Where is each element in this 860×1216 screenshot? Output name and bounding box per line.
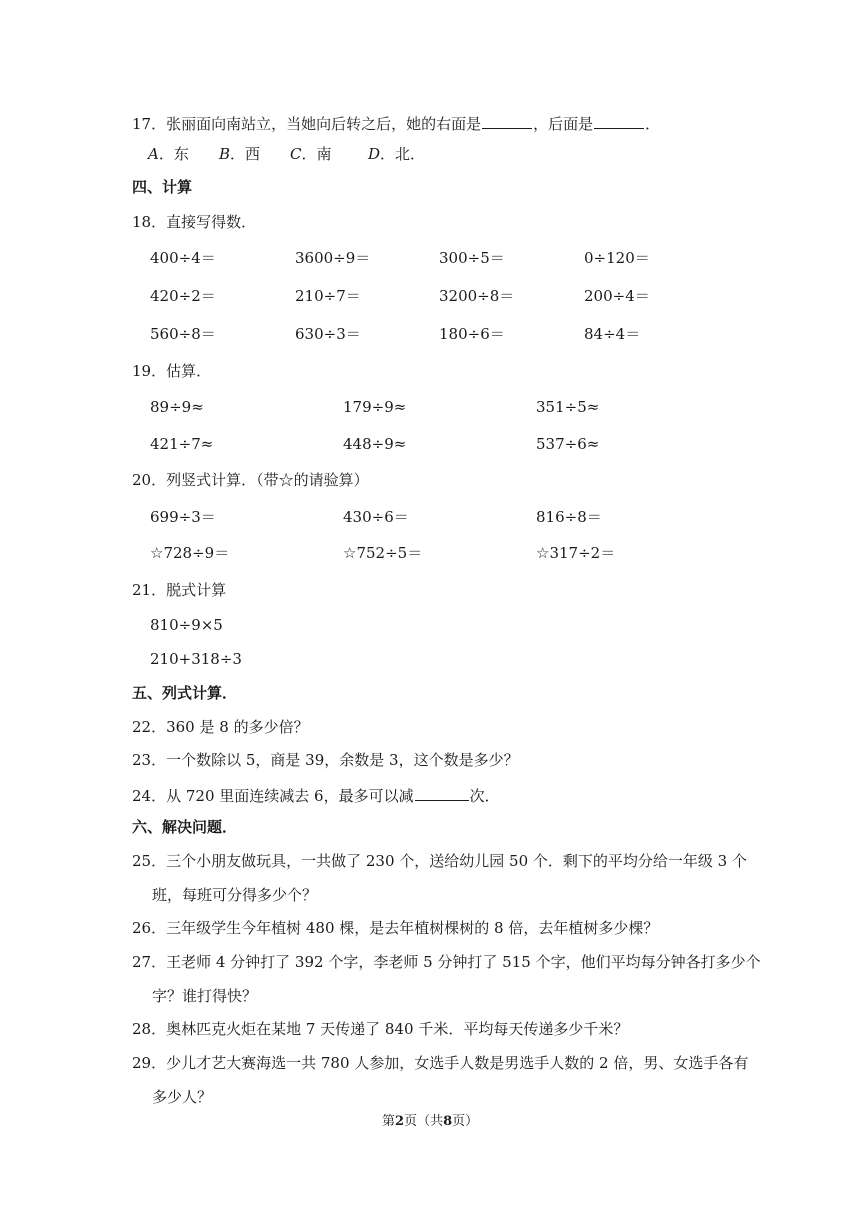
q20-item: 816÷8＝ xyxy=(536,508,602,526)
q19-item: 421÷7≈ xyxy=(150,435,214,453)
q18-item: 3600÷9＝ xyxy=(295,249,371,267)
option-text: ．南 xyxy=(301,145,332,163)
question-28: 28．奥林匹克火炬在某地 7 天传递了 840 千米．平均每天传递多少千米？ xyxy=(132,1020,629,1038)
q17-blank-1 xyxy=(482,115,532,129)
q21-item: 210+318÷3 xyxy=(150,650,242,668)
q17-option-d xyxy=(368,147,425,162)
question-29-line-1: 29．少儿才艺大赛海选一共 780 人参加，女选手人数是男选手人数的 2 倍，男、女选手各有 xyxy=(132,1054,749,1072)
option-letter: A xyxy=(148,145,159,163)
q17-option-a xyxy=(148,147,189,162)
question-27-line-1: 27．王老师 4 分钟打了 392 个字，李老师 5 分钟打了 515 个字，他们平均每分钟各打多少个 xyxy=(132,953,761,971)
q17-text-a: 17． xyxy=(132,115,167,133)
q20-item: 699÷3＝ xyxy=(150,508,216,526)
q20-item: ☆752÷5＝ xyxy=(343,544,423,562)
question-22: 22．360 是 8 的多少倍？ xyxy=(132,718,309,736)
page-footer xyxy=(382,1115,478,1128)
question-24 xyxy=(132,787,500,804)
q18-item: 210÷7＝ xyxy=(295,287,361,305)
option-text: ．北． xyxy=(380,145,426,163)
q19-item: 448÷9≈ xyxy=(343,435,407,453)
q19-item: 89÷9≈ xyxy=(150,398,204,416)
q18-item: 200÷4＝ xyxy=(584,287,650,305)
question-19: 19．估算． xyxy=(132,362,212,380)
option-letter: C xyxy=(290,145,302,163)
q18-item: 300÷5＝ xyxy=(439,249,505,267)
option-letter: D xyxy=(368,145,381,163)
option-text: ．东 xyxy=(158,145,189,163)
footer-mid: 页（共 xyxy=(404,1114,444,1129)
question-25-line-1: 25．三个小朋友做玩具，一共做了 230 个，送给幼儿园 50 个．剩下的平均分给一年级 3 个 xyxy=(132,852,747,870)
q17-text-b: ，后面是 xyxy=(533,115,594,133)
question-21: 21．脱式计算 xyxy=(132,581,227,599)
q21-item: 810÷9×5 xyxy=(150,616,223,634)
question-23: 23．一个数除以 5，商是 39，余数是 3，这个数是多少？ xyxy=(132,751,519,769)
q20-item: ☆317÷2＝ xyxy=(536,544,616,562)
q17-blank-2 xyxy=(594,115,644,129)
question-17 xyxy=(132,115,660,132)
q18-item: 400÷4＝ xyxy=(150,249,216,267)
q18-item: 3200÷8＝ xyxy=(439,287,515,305)
section-heading-5: 五、列式计算． xyxy=(132,684,238,702)
option-text: ．西 xyxy=(230,145,261,163)
footer-post: 页） xyxy=(452,1114,479,1129)
section-heading-6: 六、解决问题． xyxy=(132,818,238,836)
section-heading-4: 四、计算 xyxy=(132,178,193,196)
q24-blank xyxy=(415,787,469,801)
q17-text-a2: 张丽面向南站立，当她向后转之后，她的右面是 xyxy=(166,115,482,133)
q17-option-c xyxy=(290,147,332,162)
q17-option-b xyxy=(219,147,260,162)
q20-item: 430÷6＝ xyxy=(343,508,409,526)
q19-item: 351÷5≈ xyxy=(536,398,600,416)
q18-item: 84÷4＝ xyxy=(584,325,641,343)
question-18: 18．直接写得数． xyxy=(132,213,257,231)
option-letter: B xyxy=(219,145,231,163)
q17-text-c: ． xyxy=(645,115,661,133)
q19-item: 179÷9≈ xyxy=(343,398,407,416)
q20-item: ☆728÷9＝ xyxy=(150,544,230,562)
q18-item: 0÷120＝ xyxy=(584,249,650,267)
q18-item: 560÷8＝ xyxy=(150,325,216,343)
footer-pre: 第 xyxy=(382,1114,396,1129)
q24-text-b: 次． xyxy=(469,787,500,805)
q18-item: 180÷6＝ xyxy=(439,325,505,343)
question-25-line-2: 班，每班可分得多少个？ xyxy=(152,886,318,904)
footer-total-pages: 8 xyxy=(443,1114,453,1129)
question-29-line-2: 多少人？ xyxy=(152,1088,213,1106)
q24-text-a: 24．从 720 里面连续减去 6，最多可以减 xyxy=(132,787,414,805)
q18-item: 420÷2＝ xyxy=(150,287,216,305)
q18-item: 630÷3＝ xyxy=(295,325,361,343)
footer-page-number: 2 xyxy=(395,1114,405,1129)
question-27-line-2: 字？谁打得快？ xyxy=(152,987,258,1005)
question-26: 26．三年级学生今年植树 480 棵，是去年植树棵树的 8 倍，去年植树多少棵？ xyxy=(132,919,659,937)
q19-item: 537÷6≈ xyxy=(536,435,600,453)
question-20: 20．列竖式计算．（带☆的请验算） xyxy=(132,471,369,489)
